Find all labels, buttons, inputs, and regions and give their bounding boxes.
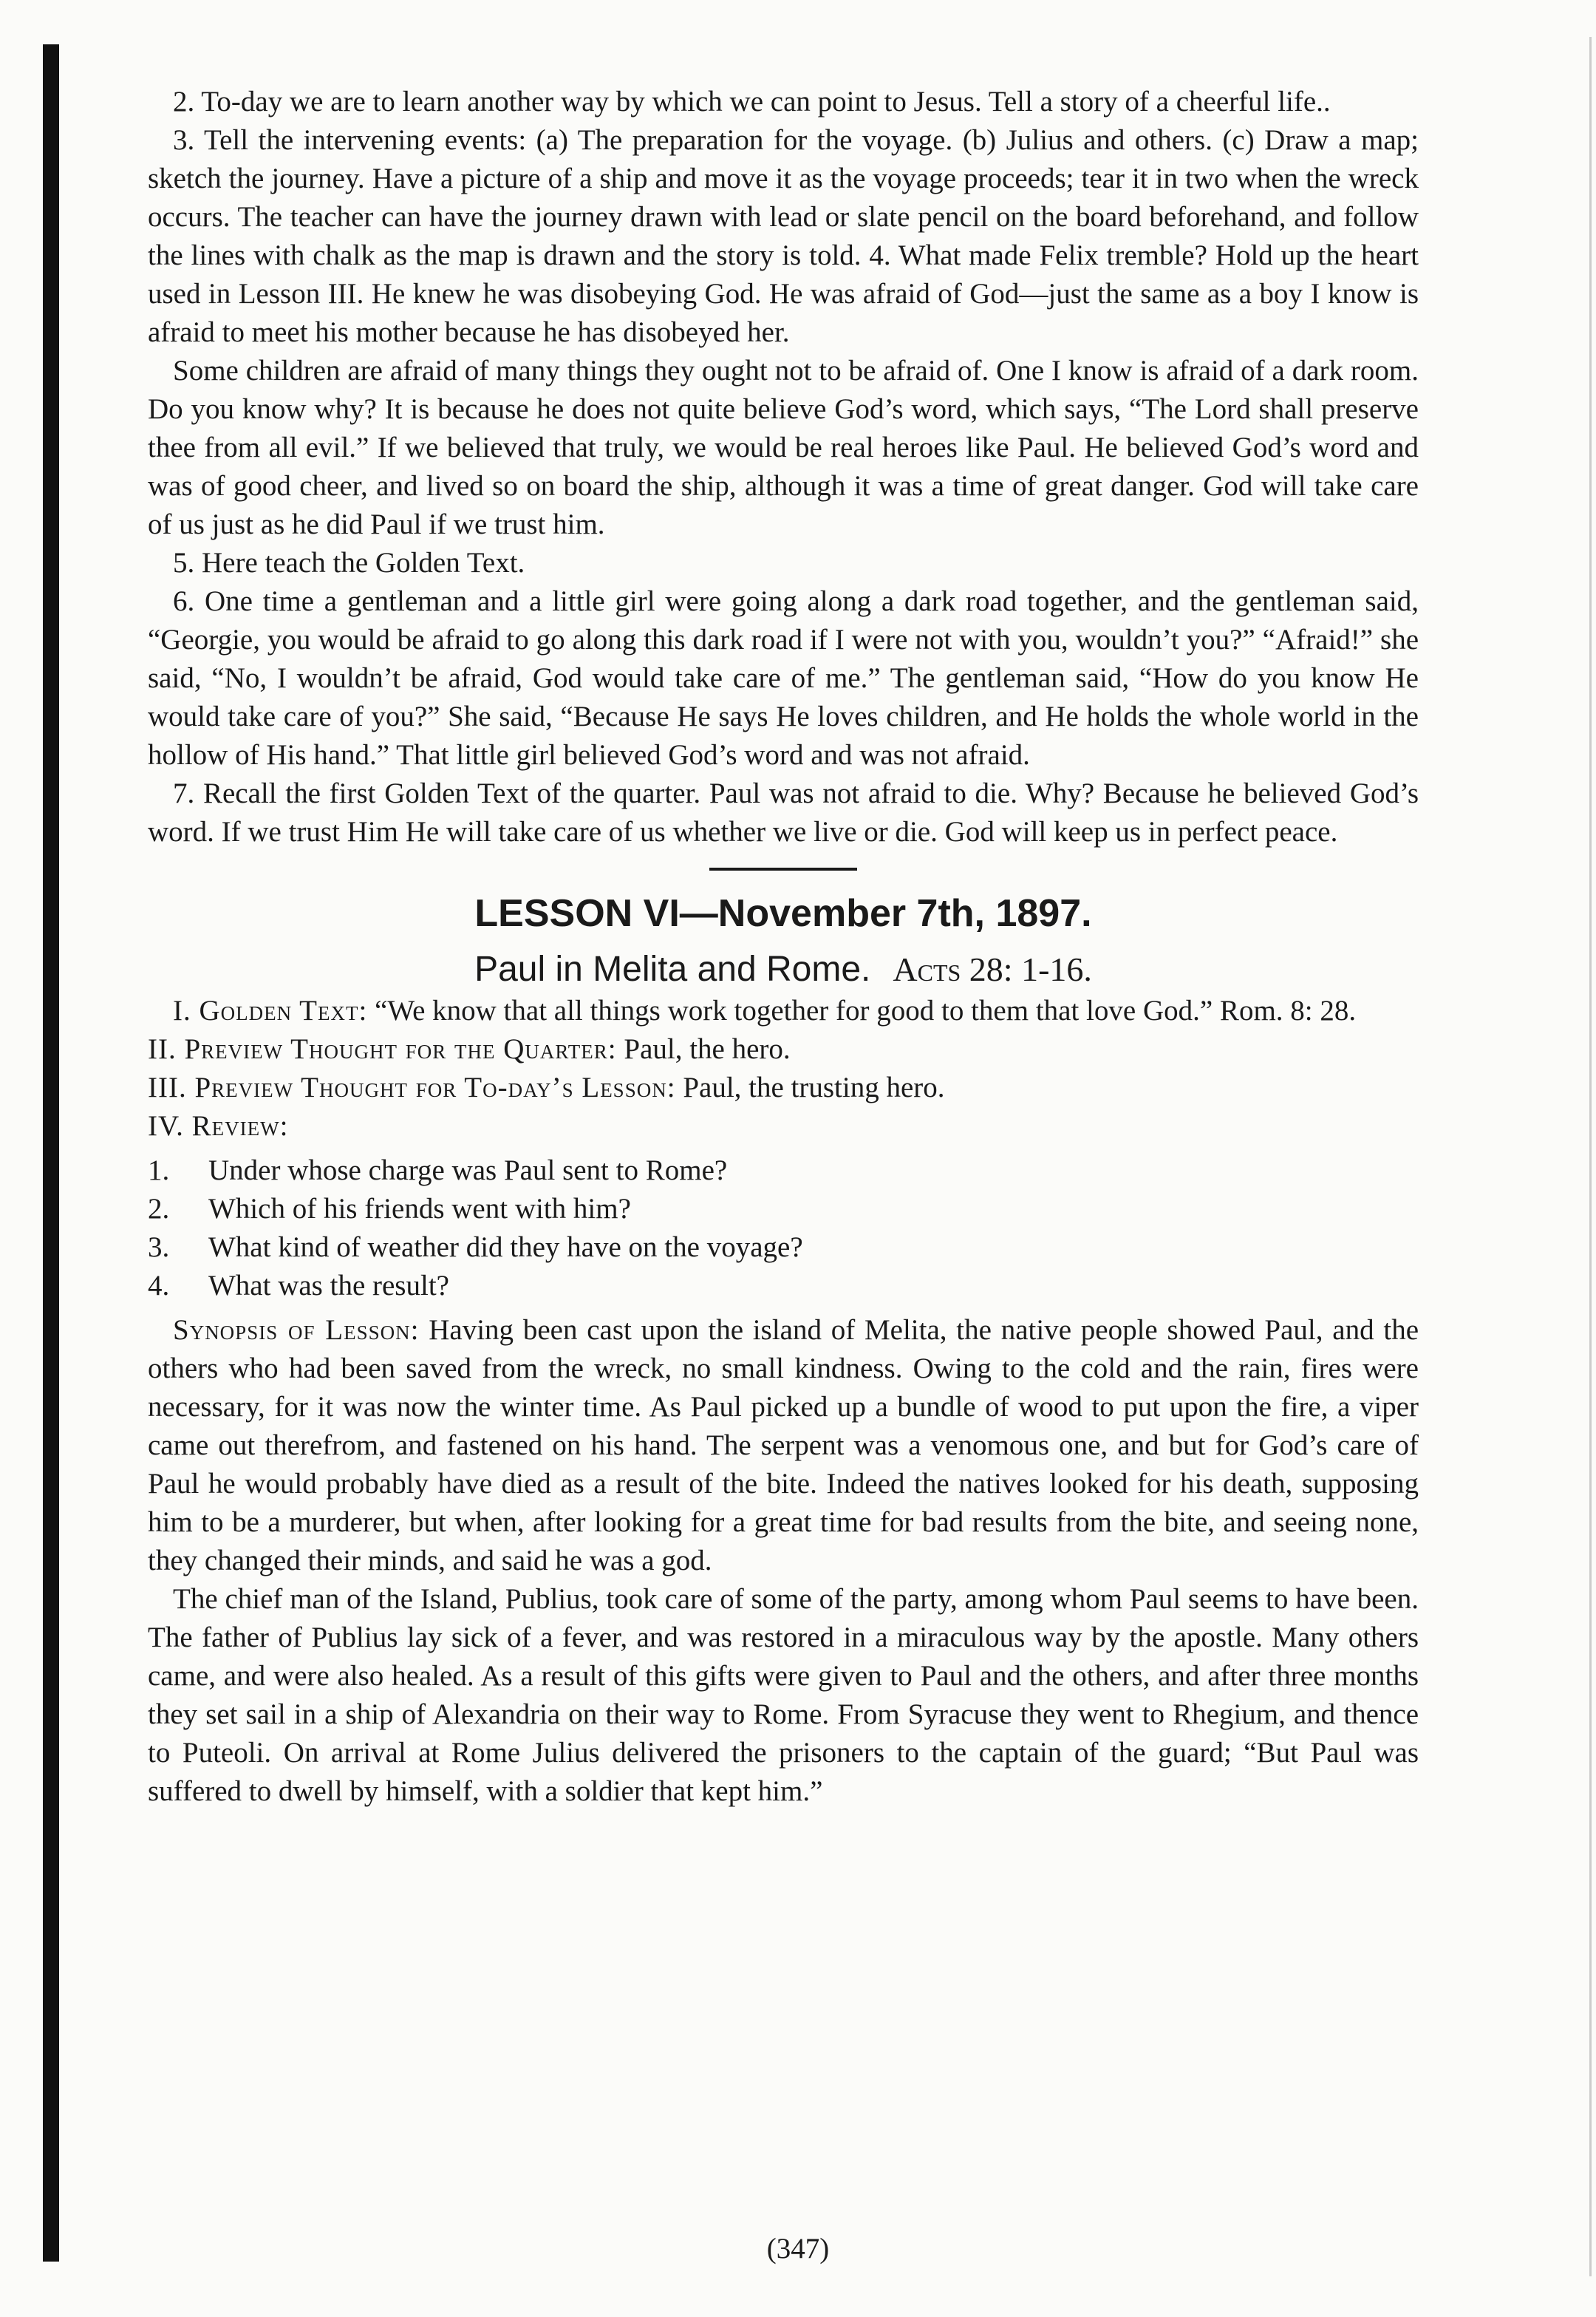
question-number: 1. [148, 1154, 170, 1186]
outline-quarter-thought [148, 1030, 1419, 1069]
outline-label: II. Preview Thought for the Quarter: [148, 1033, 617, 1065]
outline-lesson-thought [148, 1069, 1419, 1107]
lesson-subtitle: Paul in Melita and Rome. [474, 950, 871, 989]
closing-paragraph: The chief man of the Island, Publius, took care of some of the party, among whom Paul seems to have been. The father of Publius lay sick of a fever, and was restored in a miraculous way by the apostle. Many others came, and were also healed. As a result of this gifts were given to Paul and the others, and after three months they set sail in a ship of Alexandria on their way to Rome. From Syracuse they went to Rhegium, and thence to Puteoli. On arrival at Rome Julius delivered the prisoners to the captain of the guard; “But Paul was suffered to dwell by himself, with a soldier that kept him.” [148, 1583, 1419, 1807]
outline-golden-text [148, 992, 1419, 1030]
review-question-list [148, 1151, 1419, 1305]
question-text: Under whose charge was Paul sent to Rome? [208, 1154, 728, 1186]
review-question [148, 1228, 1419, 1267]
section-divider [709, 868, 857, 871]
paragraph-item-3-4: 3. Tell the intervening events: (a) The preparation for the voyage. (b) Julius and others. (c) Draw a map; sketch the journey. Have a picture of a ship and move it as the voyage proceeds; tear it in two when the wreck occurs. The teacher can have the journey drawn with lead or slate pencil on the board beforehand, and follow the lines with chalk as the map is drawn and the story is told. 4. What made Felix tremble? Hold up the heart used in Lesson III. He knew he was disobeying God. He was afraid of God—just the same as a boy I know is afraid to meet his mother because he has disobeyed her. [148, 124, 1419, 348]
outline-label: I. Golden Text: [173, 995, 368, 1027]
question-text: What kind of weather did they have on the voyage? [208, 1231, 803, 1263]
paragraph-fear: Some children are afraid of many things they ought not to be afraid of. One I know is afraid of a dark room. Do you know why? It is because he does not quite believe God’s word, which says, “The Lord shall preserve thee from all evil.” If we believed that truly, we would be real heroes like Paul. He believed God’s word and was of good cheer, and lived so on board the ship, although it was a time of great danger. God will take care of us just as he did Paul if we trust him. [148, 355, 1419, 540]
outline-label: IV. Review: [148, 1110, 289, 1142]
paragraph-item-7: 7. Recall the first Golden Text of the quarter. Paul was not afraid to die. Why? Because he believed God’s word. If we trust Him He will take care of us whether we live or die. God will keep us in perfect peace. [148, 778, 1419, 848]
outline-label: III. Preview Thought for To-day’s Lesson: [148, 1072, 676, 1103]
paragraph-item-5: 5. Here teach the Golden Text. [173, 547, 525, 579]
page-body [148, 83, 1419, 1811]
question-text: What was the result? [208, 1270, 449, 1302]
binding-edge [43, 44, 59, 2262]
synopsis-text: Having been cast upon the island of Melita, the native people showed Paul, and the others who had been saved from the wreck, no small kindness. Owing to the cold and the rain, fires were necessary, for it was now the winter time. As Paul picked up a bundle of wood to put upon the fire, a viper came out therefrom, and fastened on his hand. The serpent was a venomous one, and but for God’s care of Paul he would probably have died as a result of the bite. Indeed the natives looked for his death, supposing him to be a murderer, but when, after looking for a great time for bad results from the bite, and seeing none, they changed their minds, and said he was a god. [148, 1314, 1419, 1576]
review-question [148, 1190, 1419, 1228]
lesson-title: LESSON VI—November 7th, 1897. [474, 892, 1092, 935]
review-question [148, 1151, 1419, 1190]
paragraph-item-2: 2. To-day we are to learn another way by which we can point to Jesus. Tell a story of a cheerful life.. [173, 86, 1331, 118]
question-text: Which of his friends went with him? [208, 1193, 631, 1225]
question-number: 3. [148, 1231, 170, 1263]
scripture-reference: Acts 28: 1-16. [893, 950, 1092, 988]
lesson-subtitle-line [148, 947, 1419, 992]
question-number: 2. [148, 1193, 170, 1225]
outline-review [148, 1107, 1419, 1146]
outline-text: “We know that all things work together for good to them that love God.” Rom. 8: 28. [375, 995, 1357, 1027]
paragraph-item-6: 6. One time a gentleman and a little girl were going along a dark road together, and the gentleman said, “Georgie, you would be afraid to go along this dark road if I were not with you, wouldn’t you?” “Afraid!” she said, “No, I wouldn’t be afraid, God would take care of me.” The gentleman said, “How do you know He would take care of you?” She said, “Because He says He loves children, and He holds the whole world in the hollow of His hand.” That little girl believed God’s word and was not afraid. [148, 585, 1419, 771]
review-question [148, 1267, 1419, 1305]
page-number: (347) [766, 2233, 830, 2265]
outline-text: Paul, the hero. [624, 1033, 791, 1065]
question-number: 4. [148, 1270, 170, 1302]
synopsis-paragraph [148, 1311, 1419, 1580]
synopsis-label: Synopsis of Lesson: [173, 1314, 420, 1346]
page-edge [1589, 37, 1592, 2276]
outline-text: Paul, the trusting hero. [683, 1072, 945, 1103]
